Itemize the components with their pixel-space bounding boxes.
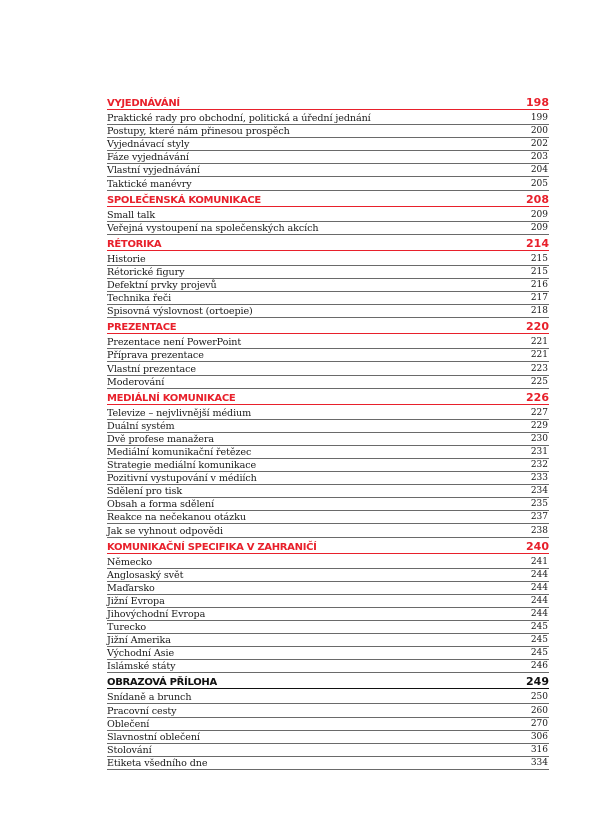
section-title: VYJEDNÁVÁNÍ [107,98,180,109]
entry-page-number: 209 [530,209,548,220]
entry-page-number: 237 [530,512,548,523]
section-page-number: 214 [526,236,549,250]
entry-page-number: 260 [530,705,548,716]
entry-page-number: 232 [530,460,548,471]
toc-section [107,191,549,235]
entry-title: Defektní prvky projevů [107,280,217,292]
entry-page-number: 216 [530,280,548,291]
section-heading [107,191,549,207]
entry-page-number: 235 [530,499,548,510]
section-title: MEDIÁLNÍ KOMUNIKACE [107,392,236,404]
toc-entry [107,472,549,485]
toc-entry [107,336,549,349]
section-title: PREZENTACE [107,322,177,334]
entry-page-number: 238 [530,525,548,536]
entry-page-number: 230 [530,433,548,444]
toc-entry [107,305,549,318]
toc-section [107,235,549,318]
toc-entry [107,125,549,138]
entry-title: Prezentace není PowerPoint [107,337,242,349]
entry-title: Postupy, které nám přinesou prospěch [107,126,290,138]
toc-entry [107,253,549,266]
entry-title: Východní Asie [107,648,175,660]
entry-page-number: 316 [530,744,548,755]
entry-page-number: 334 [530,757,548,768]
entry-page-number: 233 [530,473,548,484]
toc-entry [107,164,549,177]
entry-page-number: 203 [530,152,548,163]
entry-title: Snídaně a brunch [107,692,192,704]
entry-page-number: 221 [530,350,548,361]
entry-title: Mediální komunikační řetězec [107,446,252,458]
entry-page-number: 250 [530,692,548,703]
section-page-number: 208 [526,192,549,206]
toc-entry [107,608,549,621]
entry-title: Jihovýchodní Evropa [107,609,206,620]
toc-section [107,318,549,388]
entry-title: Fáze vyjednávání [107,152,189,164]
entry-title: Jižní Evropa [107,595,165,607]
entry-page-number: 241 [530,556,548,567]
toc-section [107,389,549,538]
toc-entry [107,731,549,744]
entry-page-number: 246 [530,661,548,672]
entry-page-number: 217 [530,293,548,304]
entry-title: Veřejná vystoupení na společenských akcích [107,222,319,234]
toc-entry [107,511,549,524]
entry-title: Moderování [107,376,165,388]
entry-title: Oblečení [107,718,150,730]
entry-title: Dvě profese manažera [107,433,214,445]
entry-title: Small talk [107,209,156,221]
entry-title: Duální systém [107,420,175,432]
entry-title: Rétorické figury [107,266,185,278]
entry-title: Anglosaský svět [107,569,184,581]
toc-entry [107,524,549,537]
entry-title: Etiketa všedního dne [107,757,208,769]
section-heading [107,318,549,334]
section-page-number: 220 [526,320,549,334]
toc-entry [107,266,549,279]
toc-section [107,94,549,191]
entry-title: Taktické manévry [107,178,192,190]
entry-title: Turecko [107,622,147,634]
toc-entry [107,446,549,459]
toc-section [107,538,549,674]
entry-page-number: 218 [530,306,548,317]
toc-entry [107,595,549,608]
toc-entry [107,691,549,704]
toc-entry [107,744,549,757]
entry-page-number: 227 [530,407,548,418]
toc-entry [107,376,549,389]
entry-title: Spisovná výslovnost (ortoepie) [107,306,253,318]
entry-page-number: 204 [530,165,548,176]
entry-page-number: 223 [530,363,548,374]
entry-page-number: 244 [530,609,548,619]
toc-entry [107,209,549,222]
toc-entry [107,151,549,164]
toc-entry [107,459,549,472]
entry-title: Praktické rady pro obchodní, politická a úřední jednání [107,113,371,125]
section-title: RÉTORIKA [107,238,162,250]
entry-page-number: 205 [530,178,548,189]
toc-entry [107,138,549,151]
entry-page-number: 200 [530,126,548,137]
section-title: SPOLEČENSKÁ KOMUNIKACE [107,194,261,206]
toc-section [107,673,549,770]
section-page-number: 198 [526,96,549,109]
entry-page-number: 215 [530,266,548,277]
toc-entry [107,634,549,647]
entry-page-number: 245 [530,648,548,659]
toc-entry [107,660,549,673]
section-heading [107,94,549,110]
entry-page-number: 225 [530,376,548,387]
toc-entry [107,292,549,305]
entry-title: Slavnostní oblečení [107,731,200,743]
table-of-contents [107,94,549,770]
entry-page-number: 199 [530,113,548,124]
entry-title: Jižní Amerika [107,635,171,647]
entry-title: Pozitivní vystupování v médiích [107,473,257,485]
entry-title: Technika řeči [107,293,172,305]
toc-entry [107,433,549,446]
entry-title: Reakce na nečekanou otázku [107,512,246,524]
toc-entry [107,556,549,569]
section-title: OBRAZOVÁ PŘÍLOHA [107,677,217,689]
toc-entry [107,621,549,634]
section-title: KOMUNIKAČNÍ SPECIFIKA V ZAHRANIČÍ [107,541,317,553]
toc-entry [107,279,549,292]
toc-entry [107,362,549,375]
entry-title: Německo [107,556,153,568]
section-heading [107,235,549,251]
entry-title: Televize – nejvlivnější médium [107,407,252,419]
toc-entry [107,757,549,770]
toc-entry [107,349,549,362]
entry-title: Historie [107,253,146,265]
entry-page-number: 215 [530,253,548,264]
entry-title: Islámské státy [107,661,176,673]
entry-page-number: 234 [530,486,548,497]
entry-page-number: 306 [530,731,548,742]
toc-entry [107,407,549,420]
section-page-number: 240 [526,539,549,553]
entry-page-number: 221 [530,337,548,348]
toc-entry [107,112,549,125]
toc-entry [107,420,549,433]
toc-entry [107,704,549,717]
section-heading [107,538,549,554]
section-page-number: 249 [526,675,549,689]
section-heading [107,673,549,689]
entry-page-number: 209 [530,222,548,233]
toc-entry [107,498,549,511]
entry-title: Vyjednávací styly [107,139,190,151]
entry-page-number: 244 [530,569,548,580]
entry-page-number: 231 [530,446,548,457]
section-page-number: 226 [526,390,549,404]
toc-entry [107,647,549,660]
entry-page-number: 229 [530,420,548,431]
entry-title: Vlastní prezentace [107,363,196,375]
entry-title: Obsah a forma sdělení [107,499,215,511]
entry-title: Stolování [107,744,152,756]
entry-page-number: 244 [530,582,548,593]
entry-title: Maďarsko [107,582,155,594]
toc-entry [107,222,549,235]
entry-title: Příprava prezentace [107,350,204,362]
entry-title: Vlastní vyjednávání [107,165,200,177]
entry-title: Pracovní cesty [107,705,177,717]
toc-entry [107,582,549,595]
entry-page-number: 202 [530,139,548,150]
entry-page-number: 270 [530,718,548,729]
entry-title: Strategie mediální komunikace [107,460,257,472]
section-heading [107,389,549,405]
entry-page-number: 245 [530,622,548,633]
entry-page-number: 245 [530,635,548,646]
toc-entry [107,569,549,582]
entry-title: Jak se vyhnout odpovědi [107,525,223,537]
entry-page-number: 244 [530,595,548,606]
toc-entry [107,485,549,498]
toc-entry [107,177,549,190]
toc-entry [107,718,549,731]
entry-title: Sdělení pro tisk [107,486,183,498]
